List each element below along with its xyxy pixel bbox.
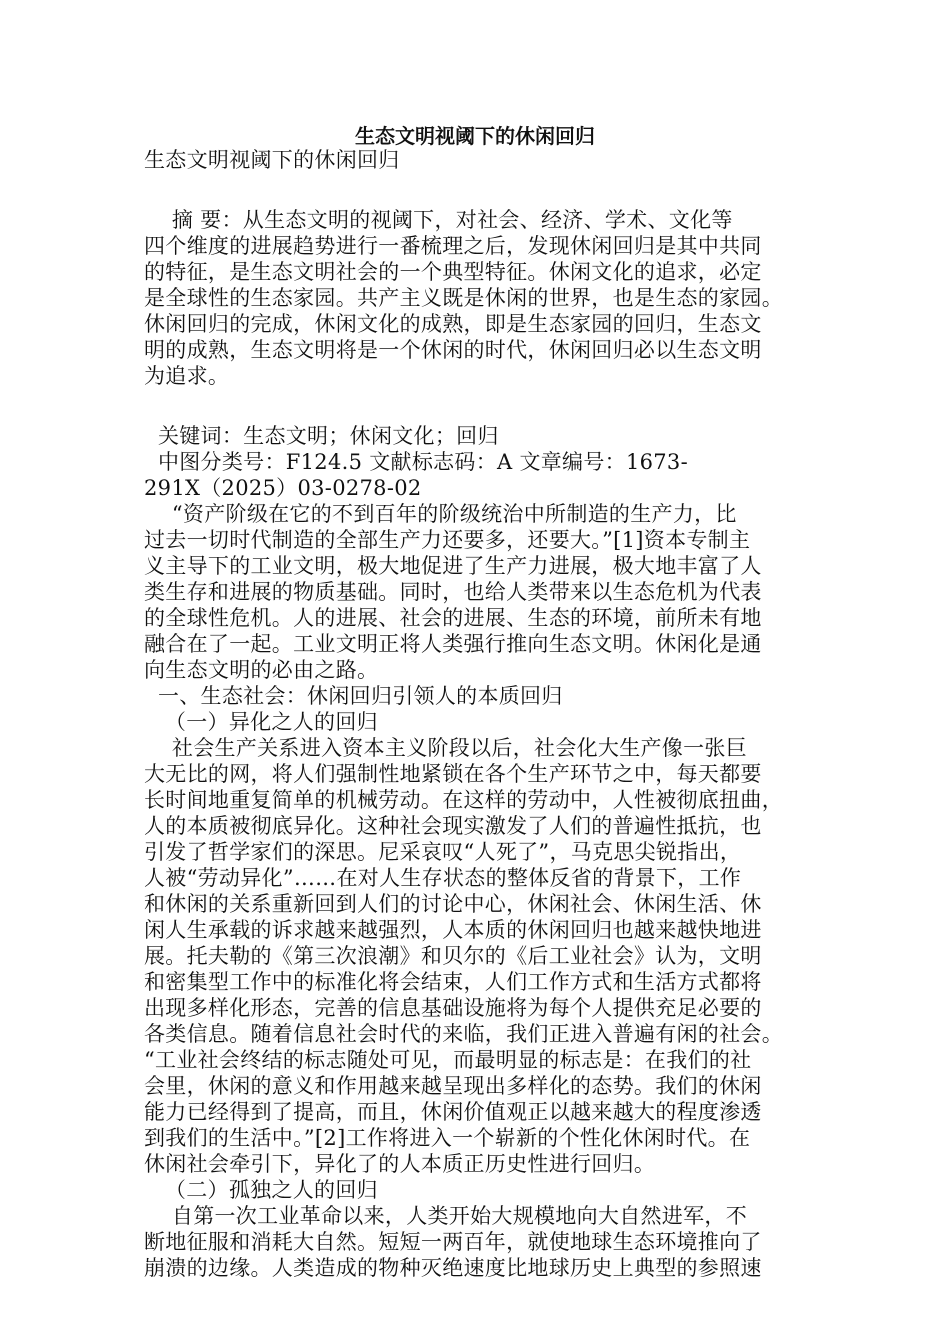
classification-line: 291X（2025）03-0278-02: [144, 476, 422, 500]
paragraph-line: “工业社会终结的标志随处可见，而最明显的标志是：在我们的社: [144, 1048, 752, 1072]
paragraph-line: 和休闲的关系重新回到人们的讨论中心，休闲社会、休闲生活、休: [144, 892, 762, 916]
paragraph-line: 出现多样化形态，完善的信息基础设施将为每个人提供充足必要的: [144, 996, 762, 1020]
paragraph-line: 自第一次工业革命以来，人类开始大规模地向大自然进军，不: [144, 1204, 747, 1228]
classification-line: 中图分类号：F124.5 文献标志码：A 文章编号：1673-: [144, 450, 688, 474]
paragraph-line: 断地征服和消耗大自然。短短一两百年，就使地球生态环境推向了: [144, 1230, 762, 1254]
paragraph-line: 过去一切时代制造的全部生产力还要多，还要大。”[1]资本专制主: [144, 528, 751, 552]
abstract-line: 摘 要：从生态文明的视阈下，对社会、经济、学术、文化等: [144, 208, 733, 232]
keywords: 关键词：生态文明；休闲文化；回归: [144, 424, 499, 448]
section-heading: 一、生态社会：休闲回归引领人的本质回归: [144, 684, 563, 708]
spacer: [144, 199, 808, 207]
paragraph-line: 和密集型工作中的标准化将会结束，人们工作方式和生活方式都将: [144, 970, 762, 994]
paragraph-line: 义主导下的工业文明，极大地促进了生产力进展，极大地丰富了人: [144, 554, 762, 578]
spacer: [144, 389, 808, 415]
paragraph-line: 引发了哲学家们的深思。尼采哀叹“人死了”，马克思尖锐指出，: [144, 840, 742, 864]
abstract-line: 四个维度的进展趋势进行一番梳理之后，发现休闲回归是其中共同: [144, 234, 762, 258]
paragraph-line: 闲人生承载的诉求越来越强烈，人本质的休闲回归也越来越快地进: [144, 918, 762, 942]
paragraph-line: 展。托夫勒的《第三次浪潮》和贝尔的《后工业社会》认为，文明: [144, 944, 762, 968]
paragraph-line: 休闲社会牵引下，异化了的人本质正历史性进行回归。: [144, 1152, 656, 1176]
paragraph-line: 人被“劳动异化”……在对人生存状态的整体反省的背景下，工作: [144, 866, 742, 890]
subsection2-paragraph: [144, 1203, 808, 1281]
paragraph-line: 崩溃的边缘。人类造成的物种灭绝速度比地球历史上典型的参照速: [144, 1256, 762, 1280]
paragraph-line: 大无比的网，将人们强制性地紧锁在各个生产环节之中，每天都要: [144, 762, 762, 786]
spacer: [144, 415, 808, 423]
paragraph-line: 能力已经得到了提高，而且，休闲价值观正以越来越大的程度渗透: [144, 1100, 762, 1124]
subsection1-paragraph: [144, 735, 808, 1177]
subsection-heading: （一）异化之人的回归: [144, 710, 378, 734]
document-body: [144, 147, 808, 1281]
paragraph-line: 的全球性危机。人的进展、社会的进展、生态的环境，前所未有地: [144, 606, 762, 630]
paragraph-line: 会里，休闲的意义和作用越来越呈现出多样化的态势。我们的休闲: [144, 1074, 762, 1098]
document-title: 生态文明视阈下的休闲回归: [355, 124, 595, 148]
abstract: [144, 207, 808, 389]
abstract-line: 的特征，是生态文明社会的一个典型特征。休闲文化的追求，必定: [144, 260, 762, 284]
paragraph-line: 各类信息。随着信息社会时代的来临，我们正进入普遍有闲的社会。: [144, 1022, 783, 1046]
paragraph-line: 融合在了一起。工业文明正将人类强行推向生态文明。休闲化是通: [144, 632, 762, 656]
paragraph-line: 向生态文明的必由之路。: [144, 658, 379, 682]
spacer: [144, 173, 808, 199]
paragraph-line: 到我们的生活中。”[2]工作将进入一个崭新的个性化休闲时代。在: [144, 1126, 751, 1150]
abstract-line: 休闲回归的完成，休闲文化的成熟，即是生态家园的回归，生态文: [144, 312, 762, 336]
paragraph-line: 类生存和进展的物质基础。同时，也给人类带来以生态危机为代表: [144, 580, 762, 604]
document-subtitle: 生态文明视阈下的休闲回归: [144, 148, 400, 172]
paragraph-line: 社会生产关系进入资本主义阶段以后，社会化大生产像一张巨: [144, 736, 747, 760]
paragraph-line: 长时间地重复简单的机械劳动。在这样的劳动中，人性被彻底扭曲，: [144, 788, 783, 812]
abstract-line: 是全球性的生态家园。共产主义既是休闲的世界，也是生态的家园。: [144, 286, 783, 310]
intro-paragraph: [144, 501, 808, 683]
paragraph-line: “资产阶级在它的不到百年的阶级统治中所制造的生产力，比: [144, 502, 737, 526]
subsection-heading: （二）孤独之人的回归: [144, 1178, 378, 1202]
abstract-line: 明的成熟，生态文明将是一个休闲的时代，休闲回归必以生态文明: [144, 338, 762, 362]
abstract-line: 为追求。: [144, 364, 230, 388]
paragraph-line: 人的本质被彻底异化。这种社会现实激发了人们的普遍性抵抗，也: [144, 814, 762, 838]
